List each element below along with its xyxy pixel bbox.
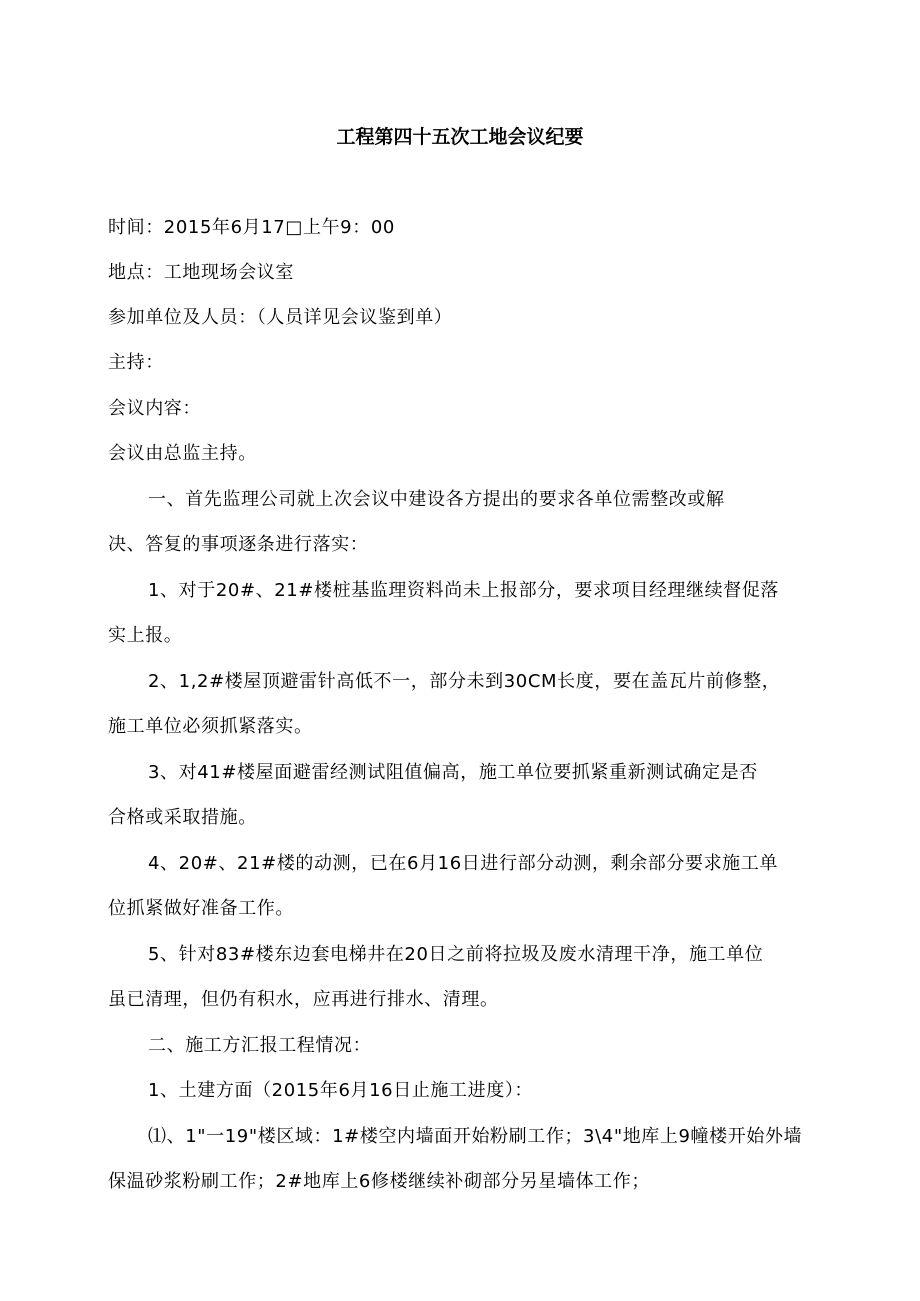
item-1-cont: 实上报。 xyxy=(108,625,183,646)
item-3-cont: 合格或采取措施。 xyxy=(108,807,257,828)
item-4-cont: 位抓紧做好准备工作。 xyxy=(108,898,294,919)
item-1: 1、对于20#、21#楼桩基监理资料尚未上报部分，要求项目经理继续督促落 xyxy=(148,580,780,601)
meeting-location: 地点：工地现场会议室 xyxy=(108,262,294,283)
meeting-attendees: 参加单位及人员：（人员详见会议鉴到单） xyxy=(108,307,453,328)
item-2: 2、1,2#楼屋顶避雷针高低不一，部分未到30CM长度，要在盖瓦片前修整， xyxy=(148,671,781,692)
zone-progress-cont: 保温砂浆粉刷工作；2#地库上6修楼继续补砌部分另星墙体工作； xyxy=(108,1171,650,1192)
meeting-chair-text: 会议由总监主持。 xyxy=(108,443,257,464)
item-5: 5、针对83#楼东边套电梯井在20日之前将拉圾及废水清理干净，施工单位 xyxy=(148,944,764,965)
section-one-heading-cont: 决、答复的事项逐条进行落实： xyxy=(108,534,369,555)
document-title: 工程第四十五次工地会议纪要 xyxy=(336,126,584,148)
item-2-cont: 施工单位必须抓紧落实。 xyxy=(108,716,313,737)
section-one-heading: 一、首先监理公司就上次会议中建设各方提出的要求各单位需整改或解 xyxy=(148,489,725,510)
item-3: 3、对41#楼屋面避雷经测试阻值偏高，施工单位要抓紧重新测试确定是否 xyxy=(148,762,758,783)
section-two-heading: 二、施工方汇报工程情况： xyxy=(148,1035,372,1056)
meeting-content-label: 会议内容： xyxy=(108,398,201,419)
item-4: 4、20#、21#楼的动测，已在6月16日进行部分动测，剩余部分要求施工单 xyxy=(148,853,778,874)
meeting-host: 主持： xyxy=(108,352,164,373)
civil-works-heading: 1、土建方面（2015年6月16日止施工进度）： xyxy=(148,1080,534,1101)
item-5-cont: 虽已清理，但仍有积水，应再进行排水、清理。 xyxy=(108,989,499,1010)
zone-progress: ⑴、1"一19"楼区域：1#楼空内墙面开始粉刷工作；3\4"地库上9幢楼开始外墙 xyxy=(148,1126,803,1147)
meeting-time: 时间：2015年6月17□上午9：00 xyxy=(108,217,395,238)
